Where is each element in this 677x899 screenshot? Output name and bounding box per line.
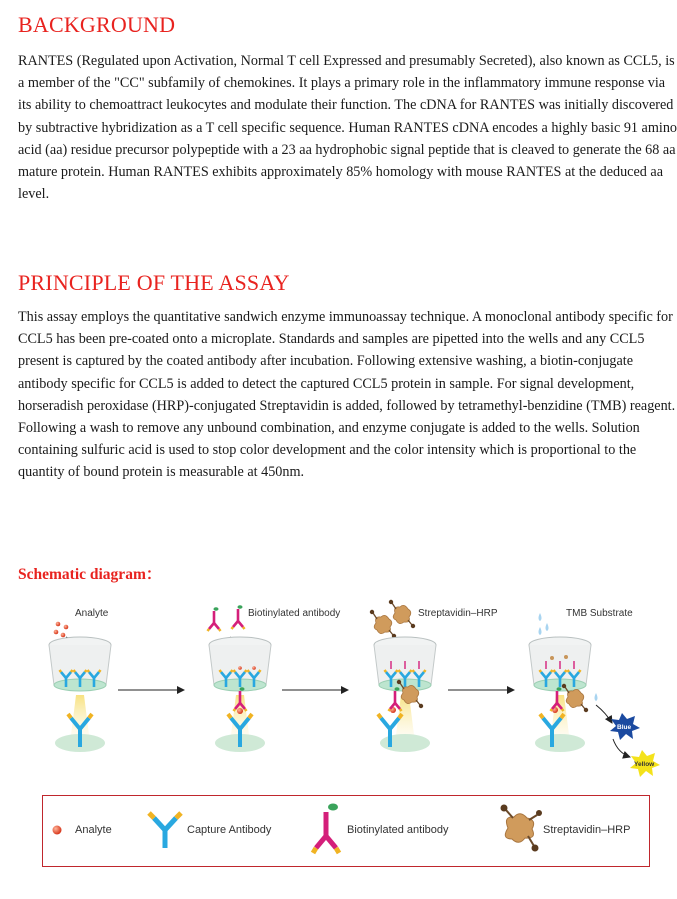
step-2-biotinylated-antibody: [208, 605, 272, 752]
legend-label-biotinylated-antibody: Biotinylated antibody: [347, 824, 449, 836]
principle-heading: PRINCIPLE OF THE ASSAY: [18, 270, 290, 295]
schematic-diagram: [0, 595, 677, 795]
step-4-tmb-substrate: [529, 613, 660, 777]
step-1-analyte: [49, 622, 111, 752]
step-label-tmb: TMB Substrate: [566, 608, 633, 619]
background-heading: BACKGROUND: [18, 12, 176, 37]
background-paragraph: RANTES (Regulated upon Activation, Normal T cell Expressed and presumably Secreted), also known as CCL5, is a member of the "CC" subfamily of chemokines. It plays a primary role in the inflammatory immune response via its ability to chemoattract leukocytes and modulate their function. The cDNA for RANTES was initially discovered by subtractive hybridization as a T cell specific sequence. Human RANTES cDNA encodes a highly basic 91 amino acid (aa) residue precursor polypeptide with a 23 aa hydrophobic signal peptide that is cleaved to generate the 68 aa mature protein. Human RANTES exhibits approximately 85% homology with mouse RANTES at the deduced aa level.: [18, 53, 677, 203]
streptavidin-hrp-icon: [501, 805, 543, 852]
legend-label-streptavidin-hrp: Streptavidin–HRP: [543, 824, 631, 836]
step-label-streptavidin: Streptavidin–HRP: [418, 608, 498, 619]
capture-antibody-icon: [149, 813, 181, 848]
color-label-blue: Blue: [617, 724, 632, 731]
step-label-biotinylated: Biotinylated antibody: [248, 608, 341, 619]
principle-paragraph: This assay employs the quantitative sandwich enzyme immunoassay technique. A monoclonal antibody specific for CCL5 has been pre-coated onto a microplate. Standards and samples are pipetted into the wells and any CCL5 present is captured by the coated antibody after incubation. Following extensive washing, a biotin-conjugate antibody specific for CCL5 is added to detect the captured CCL5 protein in sample. For signal development, horseradish peroxidase (HRP)-conjugated Streptavidin is added, followed by tetramethyl-benzidine (TMB) reagent. Following a wash to remove any unbound combination, and enzyme conjugate is added to the wells. Solution containing sulfuric acid is used to stop color development and the color intensity which is proportional to the quantity of bound protein is measurable at 450nm.: [18, 309, 676, 481]
color-label-yellow: Yellow: [634, 761, 655, 768]
schematic-heading: Schematic diagram：: [18, 566, 162, 583]
biotinylated-antibody-icon: [313, 804, 339, 854]
step-label-analyte: Analyte: [75, 608, 109, 619]
analyte-icon: [53, 826, 62, 835]
step-3-streptavidin-hrp: [370, 600, 436, 752]
legend-label-capture-antibody: Capture Antibody: [187, 824, 272, 836]
legend-label-analyte: Analyte: [75, 824, 112, 836]
diagram-legend: [42, 795, 650, 867]
